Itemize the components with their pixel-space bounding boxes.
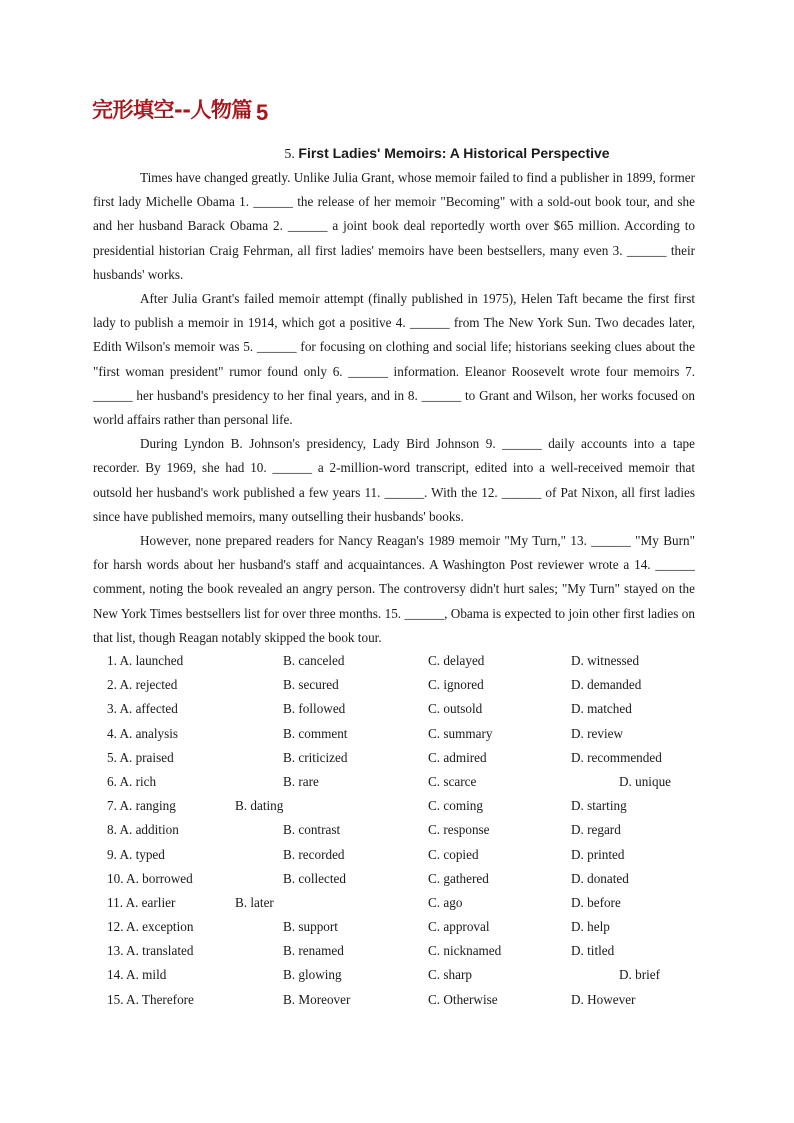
option-choice: B. criticized — [283, 749, 348, 765]
option-row — [0, 939, 794, 963]
option-choice: C. summary — [428, 725, 493, 741]
option-choice: D. regard — [571, 822, 621, 838]
option-row — [0, 867, 794, 891]
option-choice: D. unique — [619, 773, 672, 789]
option-choice: C. outsold — [428, 701, 483, 717]
option-choice: 7. A. ranging — [107, 798, 176, 814]
option-choice: 11. A. earlier — [107, 894, 176, 910]
option-choice: 15. A. Therefore — [107, 991, 194, 1007]
option-choice: D. demanded — [571, 677, 642, 693]
passage-title: First Ladies' Memoirs: A Historical Perspective — [298, 145, 610, 161]
option-row — [0, 770, 794, 794]
option-choice: D. review — [571, 725, 623, 741]
option-choice: D. titled — [571, 943, 615, 959]
option-choice: B. comment — [283, 725, 348, 741]
option-choice: B. recorded — [283, 846, 345, 862]
heading-number: 5 — [255, 100, 269, 125]
option-row — [0, 673, 794, 697]
option-choice: D. witnessed — [571, 653, 640, 668]
option-choice: D. help — [571, 919, 610, 935]
heading-text: 完形填空--人物篇 — [92, 98, 252, 122]
option-choice: C. approval — [428, 919, 490, 935]
option-choice: B. followed — [283, 701, 346, 717]
option-row — [0, 722, 794, 746]
option-choice: C. scarce — [428, 773, 477, 789]
paragraph: However, none prepared readers for Nancy Reagan's 1989 memoir "My Turn," 13. ______ "My Burn" for harsh words about her husband's staff and acquaintances. A Washington Post reviewer wrote a 14. ______ comment, noting the book revealed an angry person. The controversy didn't hurt sales; "My Turn" stayed on the New York Times bestsellers list for over three months. 15. ______, Obama is expected to join other first ladies on that list, though Reagan notably skipped the book tour. — [93, 533, 695, 645]
option-row — [0, 794, 794, 818]
option-choice: D. brief — [619, 967, 661, 983]
option-choice: 8. A. addition — [107, 822, 179, 838]
option-row — [0, 988, 794, 1012]
passage-body — [93, 166, 695, 650]
option-choice: 10. A. borrowed — [107, 870, 193, 886]
option-row — [0, 746, 794, 770]
option-choice: D. However — [571, 991, 636, 1007]
option-choice: D. before — [571, 894, 621, 910]
option-choice: B. later — [235, 894, 274, 910]
section-heading — [92, 94, 268, 124]
option-row — [0, 891, 794, 915]
paragraph: After Julia Grant's failed memoir attempt (finally published in 1975), Helen Taft became the first first lady to publish a memoir in 1914, which got a positive 4. ______ from The New York Sun. Two decades later, Edith Wilson's memoir was 5. ______ for focusing on clothing and social life; historians seeking clues about the "first woman president" rumor found only 6. ______ information. Eleanor Roosevelt wrote four memoirs 7. ______ her husband's presidency to her final years, and in 8. ______ to Grant and Wilson, her works focused on world affairs rather than personal life. — [93, 291, 695, 428]
option-row — [0, 649, 794, 673]
paragraph: During Lyndon B. Johnson's presidency, Lady Bird Johnson 9. ______ daily accounts into a tape recorder. By 1969, she had 10. ______ a 2-million-word transcript, edited into a well-received memoir that outsold her husband's work published a few years 11. ______. With the 12. ______ of Pat Nixon, all first ladies since have published memoirs, many outselling their husbands' books. — [93, 436, 695, 524]
option-choice: C. ago — [428, 894, 463, 910]
option-choice: C. nicknamed — [428, 943, 502, 959]
option-choice: 5. A. praised — [107, 749, 174, 765]
option-choice: 2. A. rejected — [107, 677, 178, 693]
option-choice: C. admired — [428, 749, 487, 765]
option-choice: B. rare — [283, 773, 319, 789]
option-choice: B. renamed — [283, 943, 344, 959]
option-choice: B. secured — [283, 677, 339, 693]
option-choice: D. recommended — [571, 749, 662, 765]
option-choice: B. collected — [283, 870, 346, 886]
option-choice: 4. A. analysis — [107, 725, 179, 741]
option-row — [0, 697, 794, 721]
paragraph: Times have changed greatly. Unlike Julia Grant, whose memoir failed to find a publisher in 1899, former first lady Michelle Obama 1. ______ the release of her memoir "Becoming" with a sold-out book tour, and she and her husband Barack Obama 2. ______ a joint book deal reportedly worth over $65 million. According to presidential historian Craig Fehrman, all first ladies' memoirs have been bestsellers, many even 3. ______ their husbands' works. — [93, 170, 695, 282]
option-choice: C. ignored — [428, 677, 484, 693]
option-choice: B. support — [283, 919, 338, 935]
option-choice: 9. A. typed — [107, 846, 165, 862]
passage-number: 5. — [284, 147, 295, 162]
option-choice: 1. A. launched — [107, 653, 184, 668]
option-choice: B. canceled — [283, 653, 345, 668]
answer-options — [0, 649, 794, 1012]
option-choice: B. glowing — [283, 967, 342, 983]
option-choice: 6. A. rich — [107, 773, 157, 789]
option-choice: C. coming — [428, 798, 483, 814]
option-choice: B. contrast — [283, 822, 341, 838]
option-choice: 14. A. mild — [107, 967, 167, 983]
passage-title-line — [0, 144, 794, 164]
option-choice: C. sharp — [428, 967, 472, 983]
option-choice: B. Moreover — [283, 991, 351, 1007]
option-row — [0, 963, 794, 987]
option-row — [0, 818, 794, 842]
option-choice: C. Otherwise — [428, 991, 498, 1007]
option-choice: C. response — [428, 822, 490, 838]
option-choice: 13. A. translated — [107, 943, 194, 959]
option-choice: C. delayed — [428, 653, 485, 668]
option-choice: D. starting — [571, 798, 627, 814]
option-choice: 12. A. exception — [107, 919, 194, 935]
option-choice: C. copied — [428, 846, 479, 862]
option-row — [0, 843, 794, 867]
option-choice: C. gathered — [428, 870, 489, 886]
option-choice: D. matched — [571, 701, 632, 717]
option-choice: B. dating — [235, 798, 284, 814]
option-choice: D. printed — [571, 846, 625, 862]
option-choice: 3. A. affected — [107, 701, 178, 717]
option-choice: D. donated — [571, 870, 629, 886]
option-row — [0, 915, 794, 939]
